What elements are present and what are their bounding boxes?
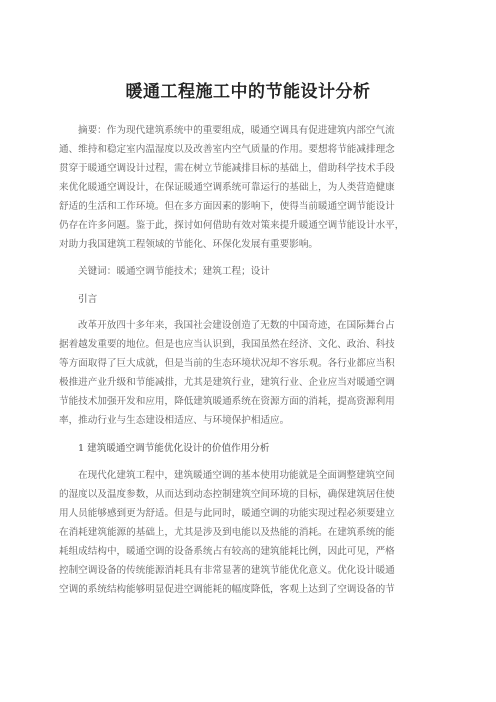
section-line: 控制空调设备的传统能源消耗具有非常显著的建筑节能优化意义。优化设计暖通 xyxy=(59,565,395,576)
abstract-line: 对助力我国建筑工程领域的节能化、环保化发展有重要影响。 xyxy=(59,239,319,250)
abstract-line: 通、维持和稳定室内温湿度以及改善室内空气质量的作用。要想将节能减排理念 xyxy=(59,144,395,155)
intro-line: 率，推动行业与生态建设相适应、与环境保护相适应。 xyxy=(59,415,290,426)
section-line: 耗组成结构中，暖通空调的设备系统占有较高的建筑能耗比例，因此可见，严格 xyxy=(59,546,395,557)
intro-line: 节能技术加强开发和应用，降低建筑暖通系统在资源方面的消耗，提高资源利用 xyxy=(59,396,395,407)
section-line: 的湿度以及温度参数，从而达到动态控制建筑空间环境的目标，确保建筑居住使 xyxy=(59,489,395,500)
section-line: 在消耗建筑能源的基础上，尤其是涉及到电能以及热能的消耗。在建筑系统的能 xyxy=(59,527,395,538)
document-title: 暖通工程施工中的节能设计分析 xyxy=(125,82,371,102)
intro-heading: 引言 xyxy=(78,294,98,305)
intro-line: 等方面取得了巨大成就，但是当前的生态环境状况却不容乐观。各行业都应当积 xyxy=(59,358,395,369)
keywords: 关键词：暖通空调节能技术；建筑工程；设计 xyxy=(78,266,270,277)
section-line: 空调的系统结构能够明显促进空调能耗的幅度降低，客观上达到了空调设备的节 xyxy=(59,584,395,595)
section-line: 用人员能够感到更为舒适。但是与此同时，暖通空调的功能实现过程必须要建立 xyxy=(59,508,395,519)
abstract-line: 贯穿于暖通空调设计过程，需在树立节能减排目标的基础上，借助科学技术手段 xyxy=(59,163,395,174)
intro-line: 改革开放四十多年来，我国社会建设创造了无数的中国奇迹，在国际舞台占 xyxy=(78,320,395,331)
abstract-line: 仍存在许多问题。鉴于此，探讨如何借助有效对策来提升暖通空调节能设计水平， xyxy=(59,220,405,231)
section-line: 在现代化建筑工程中，建筑暖通空调的基本使用功能就是全面调整建筑空间 xyxy=(78,470,395,481)
abstract-line: 舒适的生活和工作环境。但在多方面因素的影响下，使得当前暖通空调节能设计 xyxy=(59,201,395,212)
intro-line: 极推进产业升级和节能减排，尤其是建筑行业，建筑行业、企业应当对暖通空调 xyxy=(59,377,395,388)
intro-line: 据着越发重要的地位。但是也应当认识到，我国虽然在经济、文化、政治、科技 xyxy=(59,339,395,350)
section-heading: 1 建筑暖通空调节能优化设计的价值作用分析 xyxy=(78,443,270,454)
abstract-line: 摘要：作为现代建筑系统中的重要组成，暖通空调具有促进建筑内部空气流 xyxy=(78,125,395,136)
abstract-line: 来优化暖通空调设计，在保证暖通空调系统可靠运行的基础上，为人类营造健康 xyxy=(59,182,395,193)
